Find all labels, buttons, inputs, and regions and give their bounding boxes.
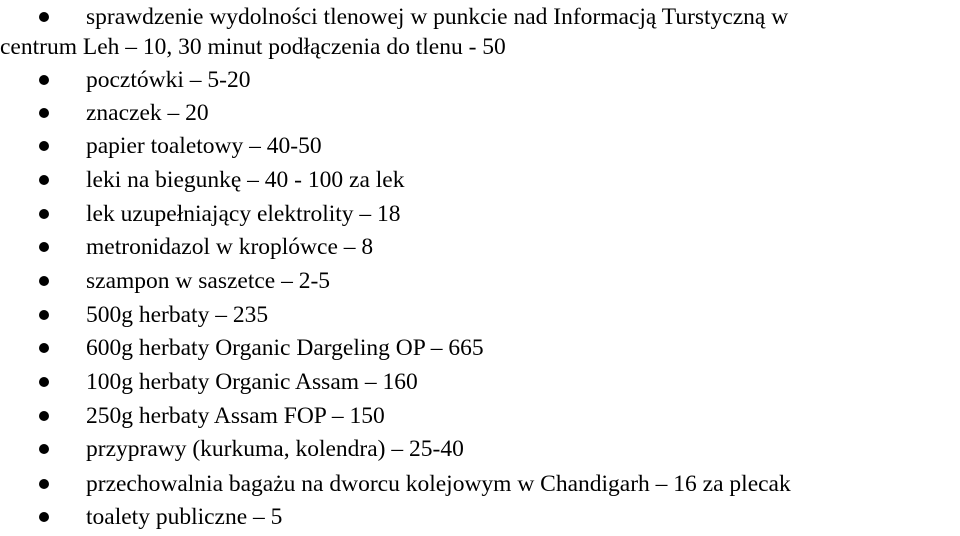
bullet-icon xyxy=(39,12,49,22)
list-item xyxy=(0,96,960,130)
list-item-continuation xyxy=(0,30,960,64)
list-item-text: 250g herbaty Assam FOP – 150 xyxy=(86,403,385,429)
list-item-text: pocztówki – 5-20 xyxy=(86,67,251,93)
list-item-text: przechowalnia bagażu na dworcu kolejowym w Chandigarh – 16 za plecak xyxy=(86,471,791,497)
bullet-icon xyxy=(39,242,49,252)
list-item-text: papier toaletowy – 40-50 xyxy=(86,133,322,159)
bullet-icon xyxy=(39,175,49,185)
bullet-icon xyxy=(39,108,49,118)
list-item xyxy=(0,500,960,534)
bullet-icon xyxy=(39,209,49,219)
list-item xyxy=(0,467,960,501)
list-item xyxy=(0,63,960,97)
list-item-text: szampon w saszetce – 2-5 xyxy=(86,268,331,294)
list-item xyxy=(0,163,960,197)
bullet-icon xyxy=(39,479,49,489)
bullet-icon xyxy=(39,141,49,151)
list-item-text: leki na biegunkę – 40 - 100 za lek xyxy=(86,167,405,193)
bullet-icon xyxy=(39,310,49,320)
list-item xyxy=(0,365,960,399)
list-item-text: 100g herbaty Organic Assam – 160 xyxy=(86,369,418,395)
bullet-icon xyxy=(39,411,49,421)
bullet-icon xyxy=(39,276,49,286)
list-item xyxy=(0,331,960,365)
list-item-text: 500g herbaty – 235 xyxy=(86,302,269,328)
list-item xyxy=(0,298,960,332)
list-item xyxy=(0,197,960,231)
list-item xyxy=(0,264,960,298)
bullet-icon xyxy=(39,377,49,387)
bullet-icon xyxy=(39,75,49,85)
list-item-text: znaczek – 20 xyxy=(86,100,209,126)
list-item xyxy=(0,129,960,163)
list-item-text: toalety publiczne – 5 xyxy=(86,504,283,530)
list-item-text: lek uzupełniający elektrolity – 18 xyxy=(86,201,401,227)
list-item xyxy=(0,399,960,433)
list-item-text: metronidazol w kroplówce – 8 xyxy=(86,234,374,260)
list-item xyxy=(0,432,960,466)
bullet-icon xyxy=(39,343,49,353)
list-item xyxy=(0,230,960,264)
list-item-text: centrum Leh – 10, 30 minut podłączenia do tlenu - 50 xyxy=(0,34,506,60)
bullet-icon xyxy=(39,512,49,522)
list-item-text: sprawdzenie wydolności tlenowej w punkcie nad Informacją Turstyczną w xyxy=(86,4,789,30)
list-item-text: 600g herbaty Organic Dargeling OP – 665 xyxy=(86,335,484,361)
list-item-text: przyprawy (kurkuma, kolendra) – 25-40 xyxy=(86,436,464,462)
bullet-icon xyxy=(39,444,49,454)
list-item xyxy=(0,0,960,34)
